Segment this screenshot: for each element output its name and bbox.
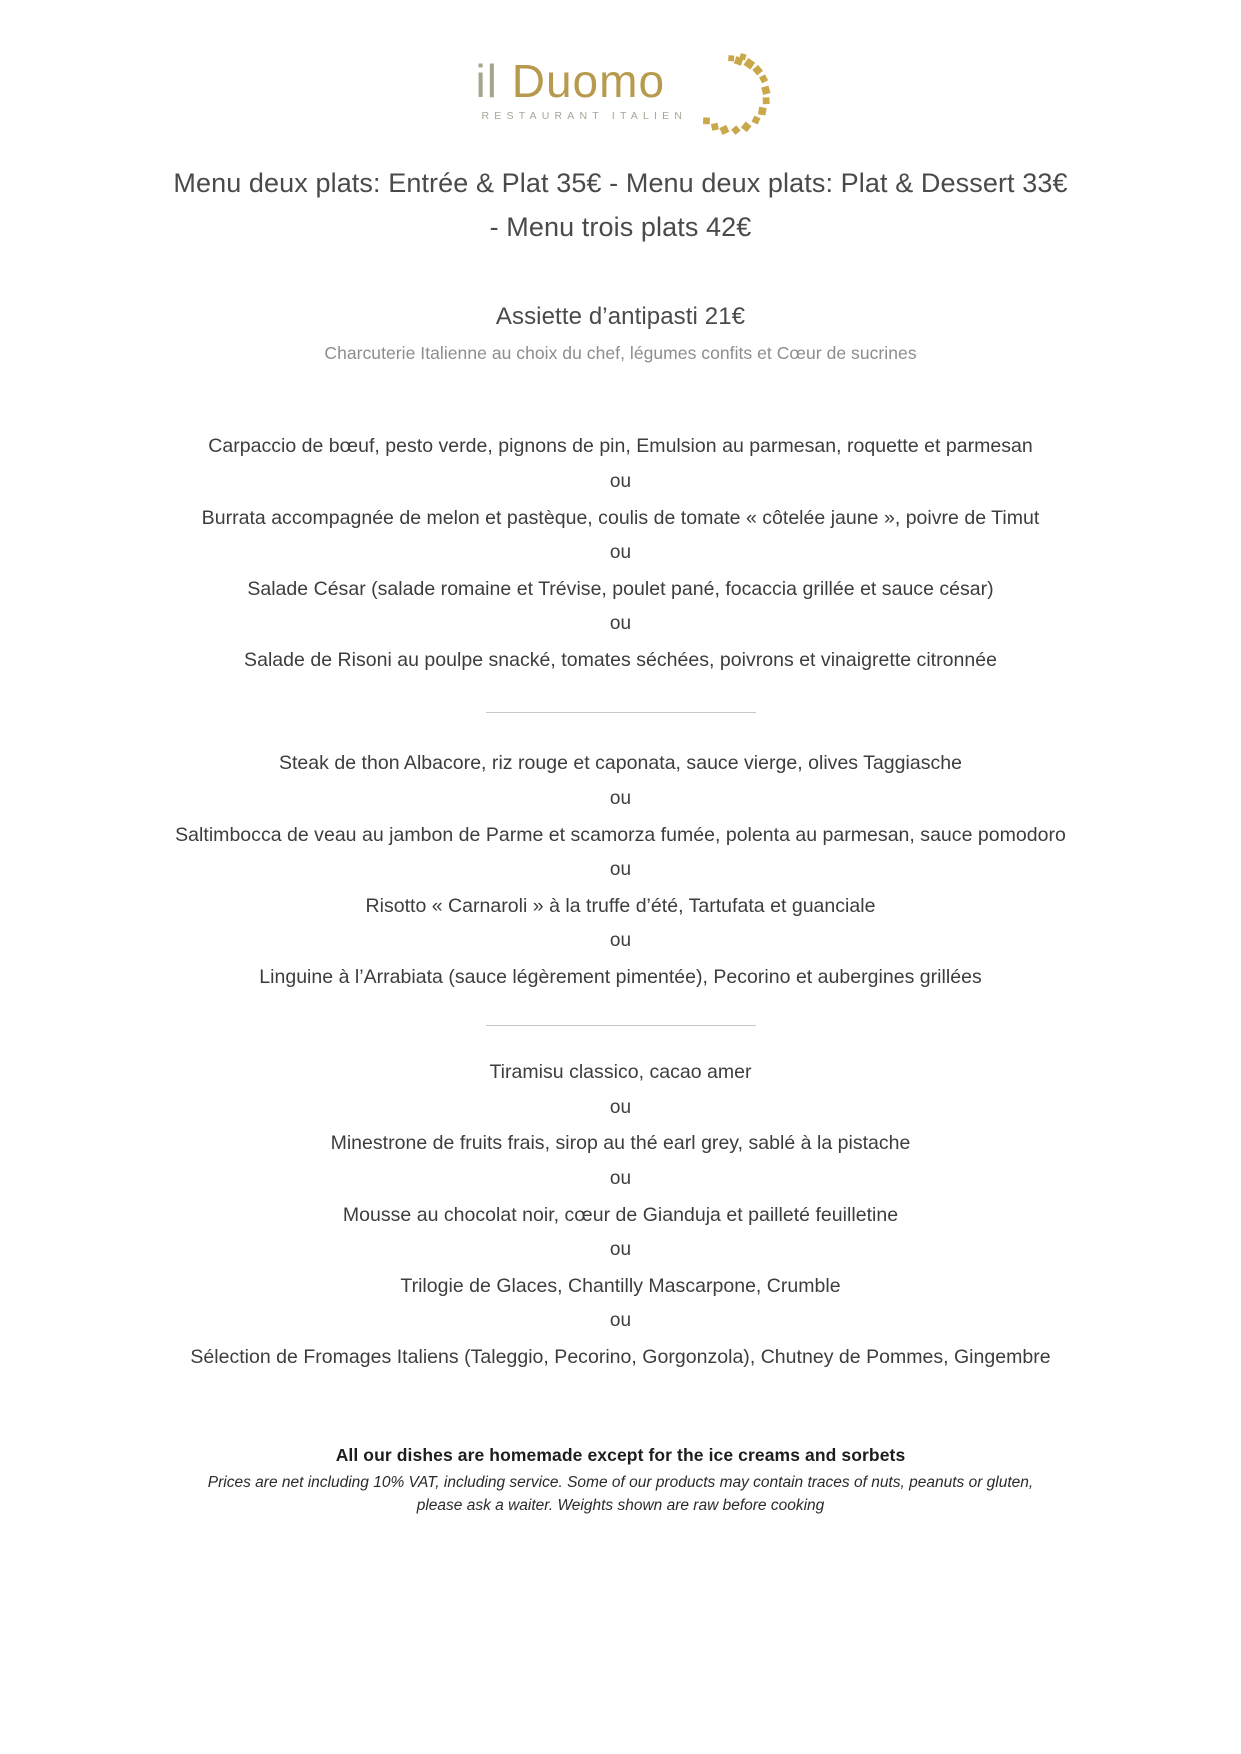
logo-container — [476, 52, 766, 138]
footer-disclaimer-line-1: Prices are net including 10% VAT, including service. Some of our products may contain traces of nuts, peanuts or gluten, — [207, 1474, 1034, 1492]
section-divider — [486, 1025, 756, 1026]
logo-name-light: il — [475, 55, 512, 107]
dish-item: Saltimbocca de veau au jambon de Parme et scamorza fumée, polenta au parmesan, sauce pomodoro — [175, 823, 1066, 846]
dish-item: Sélection de Fromages Italiens (Taleggio, Pecorino, Gorgonzola), Chutney de Pommes, Gingembre — [190, 1345, 1051, 1368]
separator-ou: ou — [609, 1310, 632, 1332]
separator-ou: ou — [609, 1096, 632, 1118]
dish-item: Tiramisu classico, cacao amer — [489, 1061, 752, 1084]
desserts-section — [0, 1060, 1241, 1369]
antipasti-section — [0, 303, 1241, 364]
restaurant-logo — [0, 0, 1241, 122]
mains-section — [0, 751, 1241, 989]
dish-item: Linguine à l’Arrabiata (sauce légèrement pimentée), Pecorino et aubergines grillées — [259, 965, 982, 988]
logo-subtitle: RESTAURANT ITALIEN — [481, 110, 688, 122]
dish-item: Trilogie de Glaces, Chantilly Mascarpone, Crumble — [400, 1274, 841, 1297]
separator-ou: ou — [609, 930, 632, 952]
section-divider — [486, 712, 756, 713]
dish-item: Carpaccio de bœuf, pesto verde, pignons de pin, Emulsion au parmesan, roquette et parmesan — [208, 435, 1033, 458]
dish-item: Salade César (salade romaine et Trévise, poulet pané, focaccia grillée et sauce césar) — [247, 577, 994, 600]
separator-ou: ou — [609, 858, 632, 880]
separator-ou: ou — [609, 787, 632, 809]
headline-line-1: Menu deux plats: Entrée & Plat 35€ - Menu deux plats: Plat & Dessert 33€ — [173, 168, 1068, 198]
dish-item: Minestrone de fruits frais, sirop au thé earl grey, sablé à la pistache — [330, 1132, 911, 1155]
footer-notes — [0, 1445, 1241, 1517]
separator-ou: ou — [609, 1238, 632, 1260]
dish-item: Burrata accompagnée de melon et pastèque, coulis de tomate « côtelée jaune », poivre de Timut — [201, 506, 1040, 529]
mosaic-ring-icon — [688, 52, 772, 136]
starters-section — [0, 434, 1241, 672]
menu-pricing-headline — [110, 162, 1131, 249]
separator-ou: ou — [609, 470, 632, 492]
footer-disclaimer-line-2: please ask a waiter. Weights shown are raw before cooking — [416, 1496, 825, 1514]
dish-item: Mousse au chocolat noir, cœur de Gianduja et pailleté feuilletine — [342, 1203, 899, 1226]
antipasti-description: Charcuterie Italienne au choix du chef, légumes confits et Cœur de sucrines — [324, 343, 917, 364]
footer-disclaimer — [120, 1472, 1121, 1517]
antipasti-title: Assiette d’antipasti 21€ — [495, 303, 746, 331]
separator-ou: ou — [609, 613, 632, 635]
separator-ou: ou — [609, 1167, 632, 1189]
dish-item: Risotto « Carnaroli » à la truffe d’été, Tartufata et guanciale — [365, 894, 876, 917]
footer-title: All our dishes are homemade except for the ice creams and sorbets — [335, 1445, 906, 1466]
headline-line-2: - Menu trois plats 42€ — [489, 211, 752, 242]
separator-ou: ou — [609, 542, 632, 564]
logo-name-main: Duomo — [511, 55, 666, 107]
logo-wordmark — [475, 55, 666, 107]
dish-item: Salade de Risoni au poulpe snacké, tomates séchées, poivrons et vinaigrette citronnée — [244, 648, 997, 671]
dish-item: Steak de thon Albacore, riz rouge et caponata, sauce vierge, olives Taggiasche — [278, 752, 963, 775]
